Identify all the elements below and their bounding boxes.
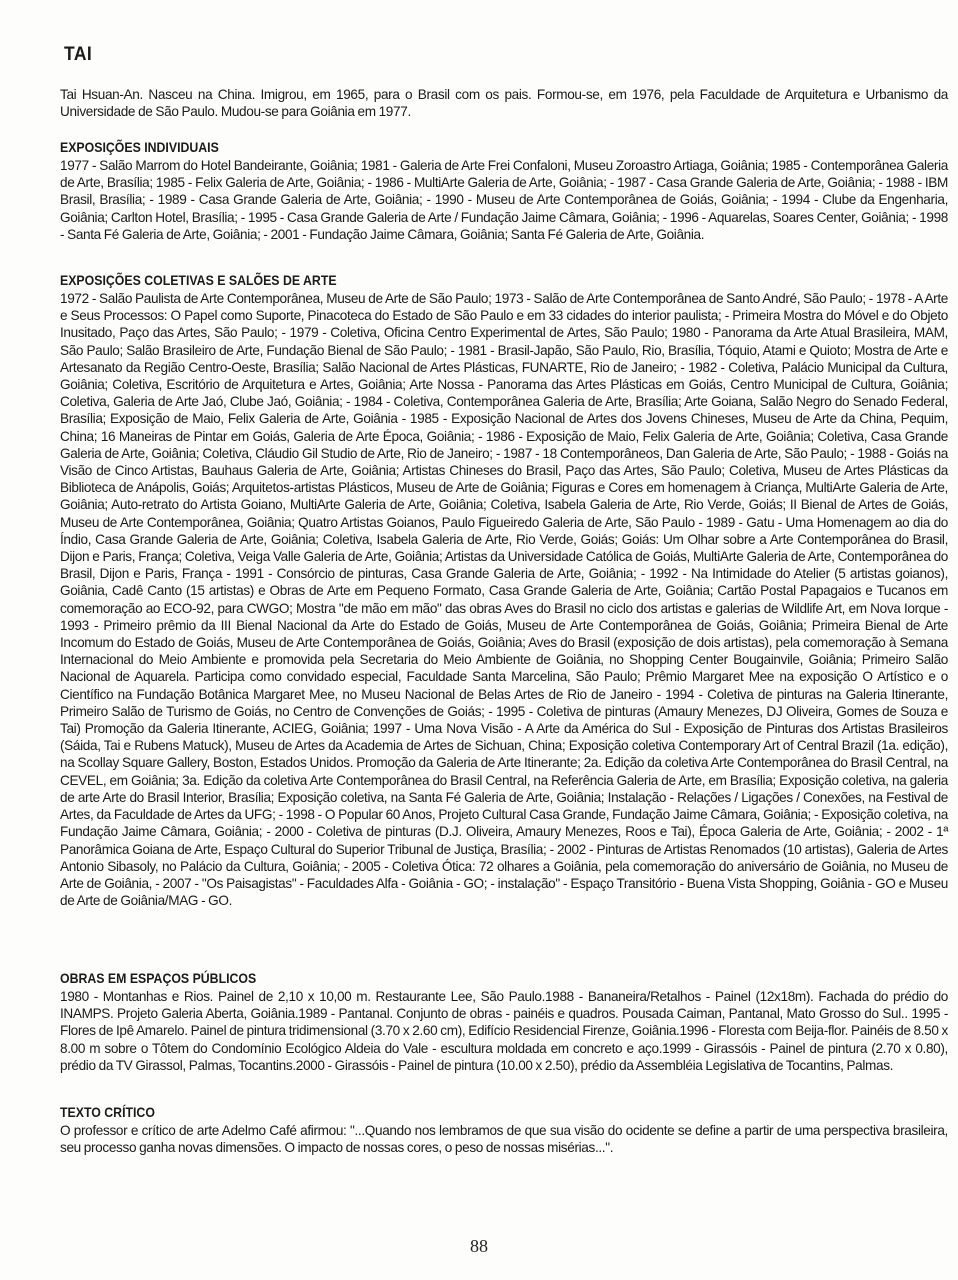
public-works-paragraph: 1980 - Montanhas e Rios. Painel de 2,10 x 10,00 m. Restaurante Lee, São Paulo.1988 - Bananeira/Retalhos - Painel (12x18m). Fachada do prédio do INAMPS. Projeto Galeria Aberta, Goiânia.1989 - Pantanal. Conjunto de obras - painéis e quadros. Pousada Caiman, Pantanal, Mato Grosso do Sul.. 1995 - Flores de Ipê Amarelo. Painel de pintura tridimensional (3.70 x 2.60 cm), Edifício Residencial Firenze, Goiânia.1996 - Floresta com Beija-flor. Painéis de 8.50 x 8.00 m sobre o Tôtem do Condomínio Ecológico Aldeia do Vale - escultura moldada em concreto e aço.1999 - Girassóis - Painel de pintura (2.70 x 0.80), prédio da TV Girassol, Palmas, Tocantins.2000 - Girassóis - Painel de pintura (10.00 x 2.50), prédio da Assembléia Legislativa de Tocantins, Palmas.	[60, 989, 948, 1073]
critical-text-heading: TEXTO CRÍTICO	[60, 1104, 155, 1120]
page-title: TAI	[64, 44, 93, 65]
critical-text-paragraph: O professor e crítico de arte Adelmo Café afirmou: "...Quando nos lembramos de que sua visão do ocidente se define a partir de uma perspectiva brasileira, seu processo ganha novas dimensões. O impacto de nossas cores, o peso de nossas misérias...".	[60, 1123, 948, 1156]
public-works-heading: OBRAS EM ESPAÇOS PÚBLICOS	[60, 970, 257, 986]
public-works-section	[60, 970, 948, 1074]
intro-paragraph: Tai Hsuan-An. Nasceu na China. Imigrou, em 1965, para o Brasil com os pais. Formou-se, em 1976, pela Faculdade de Arquitetura e Urbanismo da Universidade de São Paulo. Mudou-se para Goiânia em 1977.	[60, 87, 948, 120]
page-number: 88	[470, 1236, 488, 1256]
collective-exhibitions-paragraph: 1972 - Salão Paulista de Arte Contemporânea, Museu de Arte de São Paulo; 1973 - Salão de Arte Contemporânea de Santo André, São Paulo; - 1978 - A Arte e Seus Processos: O Papel como Suporte, Pinacoteca do Estado de São Paulo e em 33 cidades do interior paulista; - Primeira Mostra do Móvel e do Objeto Inusitado, Paço das Artes, São Paulo; - 1979 - Coletiva, Oficina Centro Experimental de Artes, São Paulo; 1980 - Panorama da Arte Atual Brasileira, MAM, São Paulo; Salão Brasileiro de Arte, Fundação Bienal de São Paulo; - 1981 - Brasil-Japão, São Paulo, Rio, Brasília, Tóquio, Atami e Quioto; Mostra de Arte e Artesanato da Região Centro-Oeste, Brasília; Salão Nacional de Artes Plásticas, FUNARTE, Rio de Janeiro; - 1982 - Coletiva, Palácio Municipal da Cultura, Goiânia; Coletiva, Escritório de Arquitetura e Artes, Goiânia; Arte Nossa - Panorama das Artes Plásticas em Goiás, Centro Municipal de Cultura, Goiânia; Coletiva, Galeria de Arte Jaó, Clube Jaó, Goiânia; - 1984 - Coletiva, Contemporânea Galeria de Arte, Brasília; Arte Goiana, Salão Negro do Senado Federal, Brasília; Exposição de Maio, Felix Galeria de Arte, Goiânia - 1985 - Exposição Nacional de Artes dos Jovens Chineses, Museu de Arte da China, Pequim, China; 16 Maneiras de Pintar em Goiás, Galeria de Arte Época, Goiânia; - 1986 - Exposição de Maio, Felix Galeria de Arte, Goiânia; Coletiva, Casa Grande Galeria de Arte, Goiânia; Coletiva, Cláudio Gil Studio de Arte, Rio de Janeiro; - 1987 - 18 Contemporâneos, Dan Galeria de Arte, São Paulo; - 1988 - Goiás na Visão de Cinco Artistas, Bauhaus Galeria de Arte, Goiânia; Artistas Chineses do Brasil, Paço das Artes, São Paulo; Coletiva, Museu de Artes Plásticas da Biblioteca de Anápolis, Goiás; Arquitetos-artistas Plásticos, Museu de Arte de Goiânia; Figuras e Cores em homenagem à Criança, MultiArte Galeria de Arte, Goiânia; Auto-retrato do Artista Goiano, MultiArte Galeria de Arte, Goiânia; Coletiva, Isabela Galeria de Arte, Rio Verde, Goiás; II Bienal de Artes de Goiás, Museu de Arte Contemporânea, Goiânia; Quatro Artistas Goianos, Paulo Figueiredo Galeria de Arte, São Paulo - 1989 - Gatu - Uma Homenagem ao dia do Índio, Casa Grande Galeria de Arte, Goiânia; Coletiva, Isabela Galeria de Arte, Rio Verde, Goiás; Goiás: Um Olhar sobre a Arte Contemporânea do Brasil, Dijon e Paris, França; Coletiva, Veiga Valle Galeria de Arte, Goiânia; Artistas da Universidade Católica de Goiás, MultiArte Galeria de Arte, Contemporânea do Brasil, Dijon e Paris, França - 1991 - Consórcio de pinturas, Casa Grande Galeria de Arte, Goiânia; - 1992 - Na Intimidade do Atelier (5 artistas goianos), Goiânia, Cadê Canto (15 artistas) e Obras de Arte em Pequeno Formato, Casa Grande Galeria de Arte, Goiânia; Cartão Postal Papagaios e Tucanos em comemoração ao ECO-92, para CWGO; Mostra "de mão em mão" das obras Aves do Brasil no ciclo dos artistas e galerias de Wildlife Art, em Nova Iorque - 1993 - Primeiro prêmio da III Bienal Nacional da Arte do Estado de Goiás, Museu de Arte Contemporânea de Goiás, Goiânia; Primeira Bienal de Arte Incomum do Estado de Goiás, Museu de Arte Contemporânea de Goiás, Goiânia; Aves do Brasil (exposição de dois artistas), pela comemoração à Semana Internacional do Meio Ambiente e promovida pela Secretaria do Meio Ambiente de Goiânia, no Shopping Center Bougainvile, Goiânia; Primeiro Salão Nacional de Aquarela. Participa como convidado especial, Faculdade Santa Marcelina, São Paulo; Prêmio Margaret Mee na exposição O Artístico e o Científico na Fundação Botânica Margaret Mee, no Museu Nacional de Belas Artes de Rio de Janeiro - 1994 - Coletiva de pinturas na Galeria Itinerante, Primeiro Salão de Turismo de Goiás, no Centro de Convenções de Goiás; - 1995 - Coletiva de pinturas (Amaury Menezes, DJ Oliveira, Gomes de Souza e Tai) Promoção da Galeria Itinerante, ACIEG, Goiânia; 1997 - Uma Nova Visão - A Arte da América do Sul - Exposição de Pinturas dos Artistas Brasileiros (Sáida, Tai e Rubens Matuck), Museu de Artes da Academia de Artes de Sichuan, China; Exposição coletiva Contemporary Art of Central Brazil (1a. edição), na Scollay Square Gallery, Boston, Estados Unidos. Promoção da Galeria de Arte Itinerante; 2a. Edição da coletiva Arte Contemporânea do Brasil Central, na CEVEL, em Goiânia; 3a. Edição da coletiva Arte Contemporânea do Brasil Central, na Referência Galeria de Arte, em Brasília; Exposição coletiva, na galeria de arte Arte do Brasil Interior, Brasília; Exposição coletiva, na Santa Fé Galeria de Arte, Goiânia; Instalação - Relações / Ligações / Conexões, na Festival de Artes, da Faculdade de Artes da UFG; - 1998 - O Popular 60 Anos, Projeto Cultural Casa Grande, Fundação Jaime Câmara, Goiânia; - Exposição coletiva, na Fundação Jaime Câmara, Goiânia; - 2000 - Coletiva de pinturas (D.J. Oliveira, Amaury Menezes, Roos e Tai), Época Galeria de Arte, Goiânia; - 2002 - 1ª Panorâmica Goiana de Arte, Espaço Cultural do Superior Tribunal de Justiça, Brasília; - 2002 - Pinturas de Artistas Renomados (10 artistas), Galeria de Artes Antonio Sibasoly, no Palácio da Cultura, Goiânia; - 2005 - Coletiva Ótica: 72 olhares a Goiânia, pela comemoração do aniversário de Goiânia, no Museu de Arte de Goiânia, - 2007 - "Os Paisagistas" - Faculdades Alfa - Goiânia - GO; - instalação" - Espaço Transitório - Buena Vista Shopping, Goiânia - GO e Museu de Arte de Goiânia/MAG - GO.	[60, 291, 948, 909]
collective-exhibitions-heading: EXPOSIÇÕES COLETIVAS E SALÕES DE ARTE	[60, 272, 337, 288]
critical-text-section	[60, 1104, 948, 1156]
individual-exhibitions-section	[60, 139, 948, 243]
intro-section	[60, 86, 948, 120]
individual-exhibitions-heading: EXPOSIÇÕES INDIVIDUAIS	[60, 139, 219, 155]
individual-exhibitions-paragraph: 1977 - Salão Marrom do Hotel Bandeirante, Goiânia; 1981 - Galeria de Arte Frei Confaloni, Museu Zoroastro Artiaga, Goiânia; 1985 - Contemporânea Galeria de Arte, Brasília; 1985 - Felix Galeria de Arte, Goiânia; - 1986 - MultiArte Galeria de Arte, Goiânia; - 1987 - Casa Grande Galeria de Arte, Goiânia; - 1988 - IBM Brasil, Brasília; - 1989 - Casa Grande Galeria de Arte, Goiânia; - 1990 - Museu de Arte Contemporânea de Goiás, Goiânia; - 1994 - Clube da Engenharia, Goiânia; Carlton Hotel, Brasília; - 1995 - Casa Grande Galeria de Arte / Fundação Jaime Câmara, Goiânia; - 1996 - Aquarelas, Soares Center, Goiânia; - 1998 - Santa Fé Galeria de Arte, Goiânia; - 2001 - Fundação Jaime Câmara, Goiânia; Santa Fé Galeria de Arte, Goiânia.	[60, 158, 948, 242]
collective-exhibitions-section	[60, 272, 948, 909]
